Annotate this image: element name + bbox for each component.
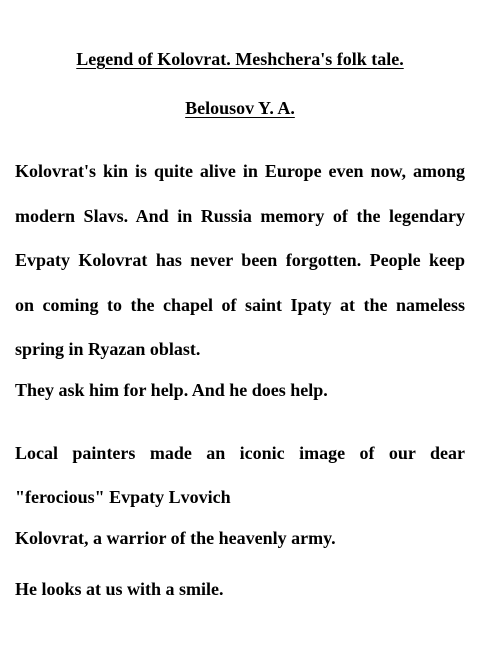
document-title: Legend of Kolovrat. Meshchera's folk tale. (76, 49, 404, 69)
paragraph-line: Kolovrat's kin is quite alive in Europe even now, among (15, 161, 465, 181)
paragraph-ask-for-help: They ask him for help. And he does help. (15, 380, 328, 400)
paragraph-line: on coming to the chapel of saint Ipaty at the nameless (15, 294, 465, 315)
paragraph-smile: He looks at us with a smile. (15, 579, 224, 599)
paragraph-kolovrat-kin (15, 149, 465, 372)
paragraph-local-painters (15, 431, 465, 519)
paragraph-line: modern Slavs. And in Russia memory of the legendary (15, 205, 465, 226)
paragraph-line: "ferocious" Evpaty Lvovich (15, 487, 231, 507)
paragraph-line: Evpaty Kolovrat has never been forgotten. People keep (15, 250, 465, 270)
document-author: Belousov Y. A. (185, 98, 295, 118)
paragraph-line: spring in Ryazan oblast. (15, 339, 201, 359)
paragraph-line: Local painters made an iconic image of our dear (15, 443, 465, 463)
paragraph-warrior: Kolovrat, a warrior of the heavenly army. (15, 528, 336, 548)
